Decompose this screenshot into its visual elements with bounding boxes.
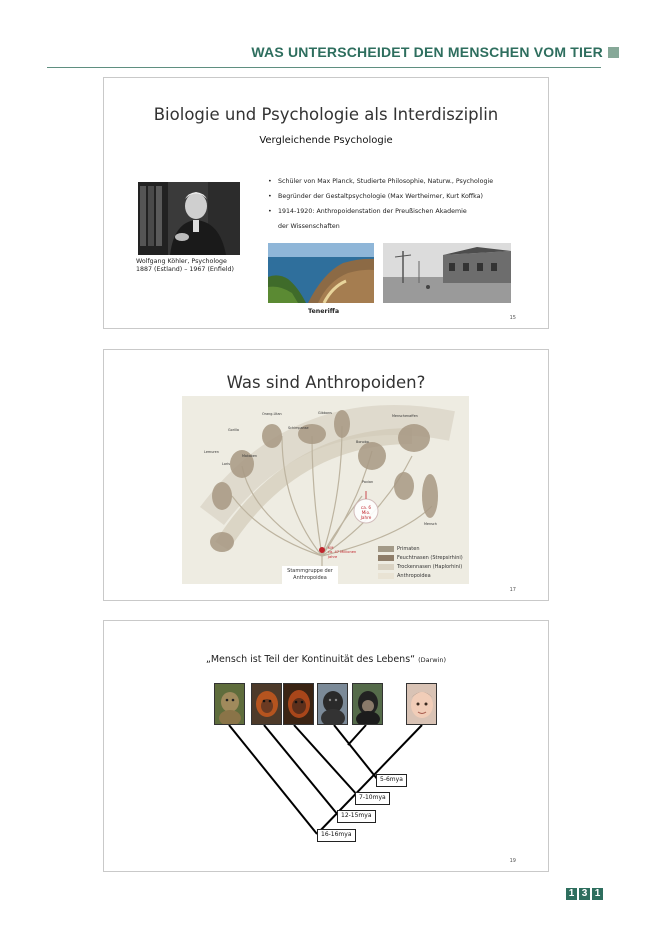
bullet-item xyxy=(266,208,541,231)
chapter-title: WAS UNTERSCHEIDET DEN MENSCHEN VOM TIER xyxy=(251,44,603,60)
slide-title: Biologie und Psychologie als Interdisziplin xyxy=(153,105,499,124)
quote-text: „Mensch ist Teil der Kontinuität des Lebens“ xyxy=(205,654,416,665)
divergence-node-label: 5-6mya xyxy=(376,774,407,787)
node-label-47mio-a: KM xyxy=(328,546,334,550)
legend-label: Feuchtnasen (Strepsirhini) xyxy=(397,555,463,561)
tenerife-photo xyxy=(268,243,374,303)
stem-group-box xyxy=(282,566,338,584)
slide-subtitle: Vergleichende Psychologie xyxy=(259,135,393,146)
slide-number: 15 xyxy=(509,315,516,321)
page-digit: 3 xyxy=(579,888,590,900)
legend-label: Primaten xyxy=(397,546,420,552)
node-label-47mio-c: Jahre xyxy=(328,554,338,559)
human-baby-photo xyxy=(406,683,437,725)
bullet-list xyxy=(266,178,541,238)
node-label-47mio-b: ca. 47 Millionen xyxy=(328,550,357,555)
macaque-photo xyxy=(214,683,245,725)
portrait-photo xyxy=(138,182,240,255)
portrait-caption xyxy=(136,258,234,274)
page-digit: 1 xyxy=(592,888,603,900)
portrait-caption-line2: 1887 (Estland) – 1967 (Enfield) xyxy=(136,266,234,273)
header-rule xyxy=(47,67,601,68)
bullet-item: • Begründer der Gestaltpsychologie (Max Wertheimer, Kurt Koffka) xyxy=(266,193,541,201)
species-label: Gorilla xyxy=(228,428,239,432)
slide-title: Was sind Anthropoiden? xyxy=(226,373,426,392)
quote-source: (Darwin) xyxy=(418,656,447,664)
node-label-6mio-text: ca. 6 Mio. Jahre xyxy=(360,505,372,520)
bullet-item-text: 1914-1920: Anthropoidenstation der Preußischen Akademie xyxy=(278,208,467,215)
species-label: Lemuren xyxy=(204,450,219,454)
slide-number: 19 xyxy=(509,858,516,864)
legend-swatch-trockennasen xyxy=(378,564,394,570)
bullet-item-continuation: der Wissenschaften xyxy=(278,223,340,230)
species-label: Mensch xyxy=(424,522,437,526)
node-label-47mio xyxy=(328,546,356,559)
chimpanzee-photo xyxy=(352,683,383,725)
legend-label: Anthropoidea xyxy=(397,573,431,579)
species-label: Gibbons xyxy=(318,411,332,415)
legend-label: Trockennasen (Haplorhini) xyxy=(397,564,463,570)
tenerife-caption: Teneriffa xyxy=(308,308,340,315)
anthropoid-tree-diagram xyxy=(182,396,469,584)
species-label: Menschenaffen xyxy=(392,414,418,418)
species-label: Orang-Utan xyxy=(262,412,282,416)
species-label: Makaken xyxy=(242,454,258,458)
orangutan-photo-2 xyxy=(283,683,314,725)
orangutan-photo-1 xyxy=(251,683,282,725)
divergence-node-label: 7-10mya xyxy=(355,792,390,805)
legend xyxy=(376,544,469,584)
species-label: Schimpanse xyxy=(288,426,309,430)
legend-swatch-primaten xyxy=(378,546,394,552)
legend-swatch-feuchtnasen xyxy=(378,555,394,561)
slide-number: 17 xyxy=(509,587,516,593)
species-label: Pavian xyxy=(362,480,374,484)
portrait-caption-line1: Wolfgang Köhler, Psychologe xyxy=(136,258,227,265)
gorilla-photo xyxy=(317,683,348,725)
page-number xyxy=(566,888,603,900)
header-square-marker xyxy=(608,47,619,58)
stem-group-line2: Anthropoidea xyxy=(293,575,327,581)
species-label: Loris xyxy=(222,462,231,466)
slide-19 xyxy=(103,620,549,872)
slide-15 xyxy=(103,77,549,329)
divergence-node-label: 16-16mya xyxy=(317,829,356,842)
divergence-node-label: 12-15mya xyxy=(337,810,376,823)
slide-17 xyxy=(103,349,549,601)
station-photo xyxy=(383,243,511,303)
bullet-item: • Schüler von Max Planck, Studierte Philosophie, Naturw., Psychologie xyxy=(266,178,541,186)
species-label: Bonobo xyxy=(356,440,369,444)
stem-group-line1: Stammgruppe der xyxy=(287,568,333,574)
page-header xyxy=(0,40,665,70)
page-digit: 1 xyxy=(566,888,577,900)
legend-swatch-anthropoidea xyxy=(378,573,394,579)
node-label-6mio xyxy=(357,505,375,520)
